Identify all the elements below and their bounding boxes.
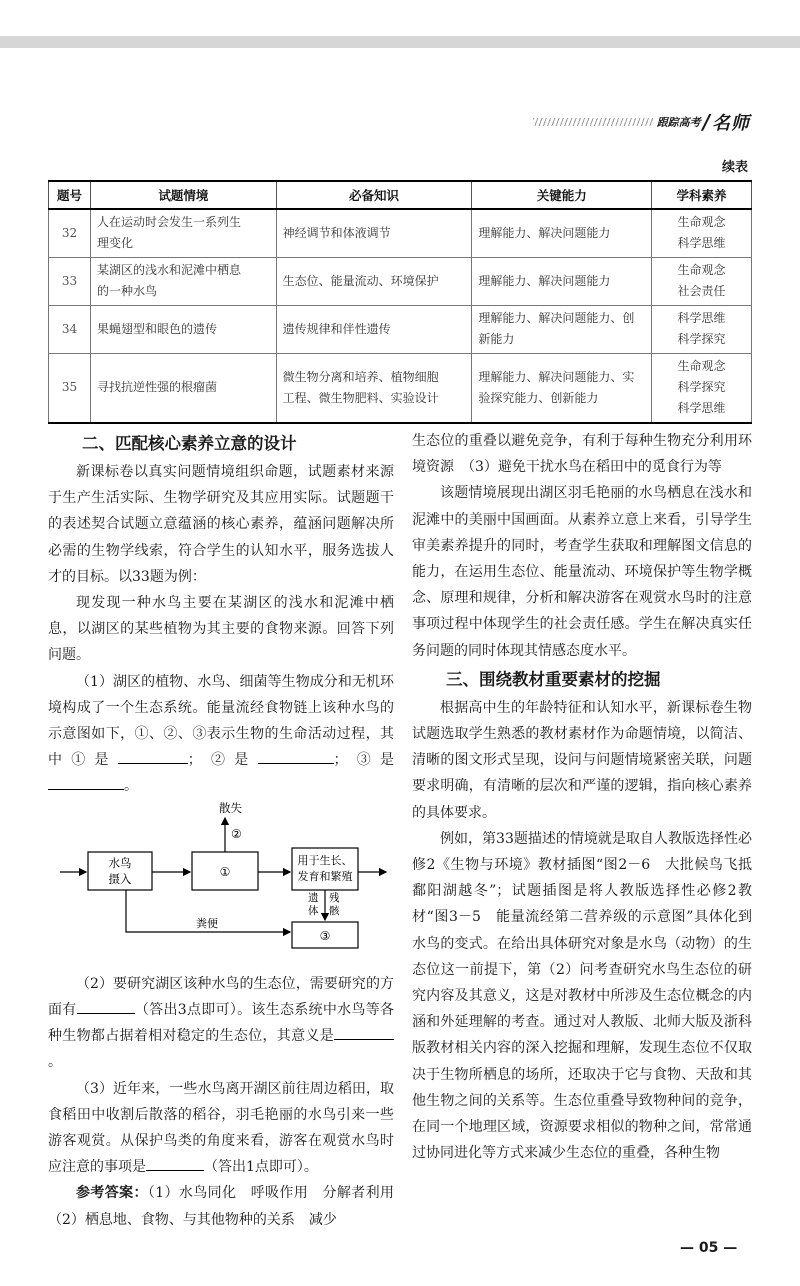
paragraph-analysis: 该题情境展现出湖区羽毛艳丽的水鸟栖息在浅水和泥滩中的美丽中国画面。从素养立意上来看，引导学生审美素养提升的同时，考查学生获取和理解图文信息的能力，在运用生态位、能量流动、环境保护等生物学概念、原理和规律，分析和解决游客在观赏水鸟时的注意事项过程中体现学生的社会责任感。学生在解决真实任务问题的同时体现其情感态度水平。 <box>412 485 752 659</box>
answer-blank <box>118 747 188 764</box>
reference-answer <box>48 1180 409 1232</box>
paragraph-intro: 新课标卷以真实问题情境组织命题，试题素材来源于生产生活实际、生物学研究及其应用实际。试题题干的表述契合试题立意蕴涵的核心素养，蕴涵问题解决所必需的生物学线索，符合学生的认知水平，服务选拔人才的目标。以33题为例： <box>48 464 394 585</box>
box-3-label: ③ <box>319 928 331 943</box>
paragraph-question-stem: 现发现一种水鸟主要在某湖区的浅水和泥滩中栖息，以湖区的某些植物为其主要的食物来源。回答下列问题。 <box>48 595 394 664</box>
answer-continued: 生态位的重叠以避免竞争，有利于每种生物充分利用环境资源 （3）避免干扰水鸟在稻田中的觅食行为等 <box>412 433 752 476</box>
cell-num: 32 <box>49 209 91 257</box>
page-number: — 05 — <box>680 1240 738 1256</box>
table-row <box>49 257 752 305</box>
continued-label: 续表 <box>721 160 748 175</box>
cell-literacy: 生命观念 社会责任 <box>652 257 752 305</box>
label-remains-3: 体 <box>308 904 319 917</box>
exam-table <box>48 180 752 424</box>
paragraph-materials: 根据高中生的年龄特征和认知水平，新课标卷生物试题选取学生熟悉的教材素材作为命题情境，以简洁、清晰的图文形式呈现，设问与问题情境紧密关联，问题要求明确，有清晰的层次和严谨的逻辑，指向核心素养的具体要求。 <box>412 699 752 821</box>
cell-knowledge: 生态位、能量流动、环境保护 <box>276 257 472 305</box>
header-literacy: 学科素养 <box>652 181 752 209</box>
cell-situation: 果蝇翅型和眼色的遗传 <box>90 305 276 353</box>
header-slash: / <box>702 110 710 134</box>
running-header <box>533 110 750 134</box>
cell-ability: 理解能力、解决问题能力、实 验探究能力、创新能力 <box>472 353 652 423</box>
answer-blank <box>146 1154 204 1171</box>
header-column-title: 名师 <box>712 113 750 134</box>
answer-blank <box>334 1023 394 1040</box>
cell-literacy: 生命观念 科学思维 <box>652 209 752 257</box>
cell-num: 35 <box>49 353 91 423</box>
box-bird-label-1: 水鸟 <box>108 855 132 870</box>
label-feces: 粪便 <box>196 916 218 930</box>
section-3-title: 三、围绕教材重要素材的挖掘 <box>446 669 661 689</box>
header-ability: 关键能力 <box>472 181 652 209</box>
box-bird-label-2: 摄入 <box>108 871 132 886</box>
question-2: （2）要研究湖区该种水鸟的生态位，需要研究的方面有 （答出3点即可）。该生态系统中水鸟等各种生物都占据着相对稳定的生态位，其意义是。 <box>48 975 395 1071</box>
cell-knowledge: 微生物分离和培养、植物细胞 工程、微生物肥料、实验设计 <box>276 353 472 423</box>
label-lost: 散失 <box>219 800 242 815</box>
header-situation: 试题情境 <box>90 181 276 209</box>
box-1-label: ① <box>219 864 231 879</box>
label-remains-2: 残 <box>329 891 340 904</box>
question-3: （3）近年来，一些水鸟离开湖区前往周边稻田，取食稻田中收割后散落的稻谷，羽毛艳丽的水鸟引来一些游客观赏。从保护鸟类的角度来看，游客在观赏水鸟时应注意的事项是 （答出1点即可）。 <box>48 1080 394 1176</box>
right-column <box>412 428 752 1166</box>
cell-literacy: 科学思维 科学探究 <box>652 305 752 353</box>
paragraph-example: 例如，第33题描述的情境就是取自人教版选择性必修2《生物与环境》教材插图“图2－6 大批候鸟飞抵鄱阳湖越冬”；试题插图是将人教版选择性必修2教材“图3－5 能量流经第二营养级的示意图”具体化到水鸟的变式。在给出具体研究对象是水鸟（动物）的生态位这一前提下，第（2）问考查研究水鸟生态位的研究内容及其意义，这是对教材中所涉及生态位概念的内涵和外延理解的考查。通过对人教版、北师大版及浙科版教材相关内容的深入挖掘和理解，发现生态位不仅取决于生物所栖息的场所，还取决于它与食物、天敌和其他生物之间的关系等。生态位重叠导致物种间的竞争，在同一个地理区域，资源要求相似的物种之间，常常通过协同进化等方式来减少生态位的重叠，各种生物 <box>412 830 752 1162</box>
header-hatch-decoration <box>533 118 653 126</box>
section-2-title: 二、匹配核心素养立意的设计 <box>82 434 297 453</box>
cell-num: 34 <box>49 305 91 353</box>
table-row <box>49 209 752 257</box>
table-row <box>49 305 752 353</box>
answer-label: 参考答案： <box>76 1185 148 1202</box>
cell-knowledge: 遗传规律和伴性遗传 <box>276 305 472 353</box>
header-num: 题号 <box>49 181 91 209</box>
header-knowledge: 必备知识 <box>276 181 472 209</box>
answer-blank <box>77 997 135 1014</box>
table-row <box>49 353 752 423</box>
cell-situation: 人在运动时会发生一系列生 理变化 <box>90 209 276 257</box>
cell-ability: 理解能力、解决问题能力、创 新能力 <box>472 305 652 353</box>
top-bar <box>0 36 800 48</box>
left-column <box>48 428 409 1233</box>
cell-ability: 理解能力、解决问题能力 <box>472 257 652 305</box>
table-header-row <box>49 181 752 209</box>
answer-blank <box>48 773 124 790</box>
label-remains-4: 骸 <box>329 904 340 917</box>
cell-literacy: 生命观念 科学探究 科学思维 <box>652 353 752 423</box>
answer-text: （1）水鸟同化 呼吸作用 分解者利用 （2）栖息地、食物、与其他物种的关系 减少 <box>48 1185 409 1228</box>
cell-knowledge: 神经调节和体液调节 <box>276 209 472 257</box>
cell-ability: 理解能力、解决问题能力 <box>472 209 652 257</box>
question-1: （1）湖区的植物、水鸟、细菌等生物成分和无机环境构成了一个生态系统。能量流经食物链上该种水鸟的示意图如下，①、②、③表示生物的生命活动过程，其中①是 ；②是 ；③是。 <box>48 673 394 795</box>
label-2: ② <box>231 826 242 841</box>
answer-blank <box>258 747 334 764</box>
box-growth-label-2: 发育和繁殖 <box>297 869 353 883</box>
label-remains-1: 遗 <box>308 891 319 904</box>
box-growth-label-1: 用于生长、 <box>297 853 353 867</box>
cell-situation: 某湖区的浅水和泥滩中栖息 的一种水鸟 <box>90 257 276 305</box>
cell-situation: 寻找抗逆性强的根瘤菌 <box>90 353 276 423</box>
cell-num: 33 <box>49 257 91 305</box>
header-small-text: 跟踪高考 <box>656 116 701 129</box>
energy-flow-diagram <box>48 800 394 962</box>
